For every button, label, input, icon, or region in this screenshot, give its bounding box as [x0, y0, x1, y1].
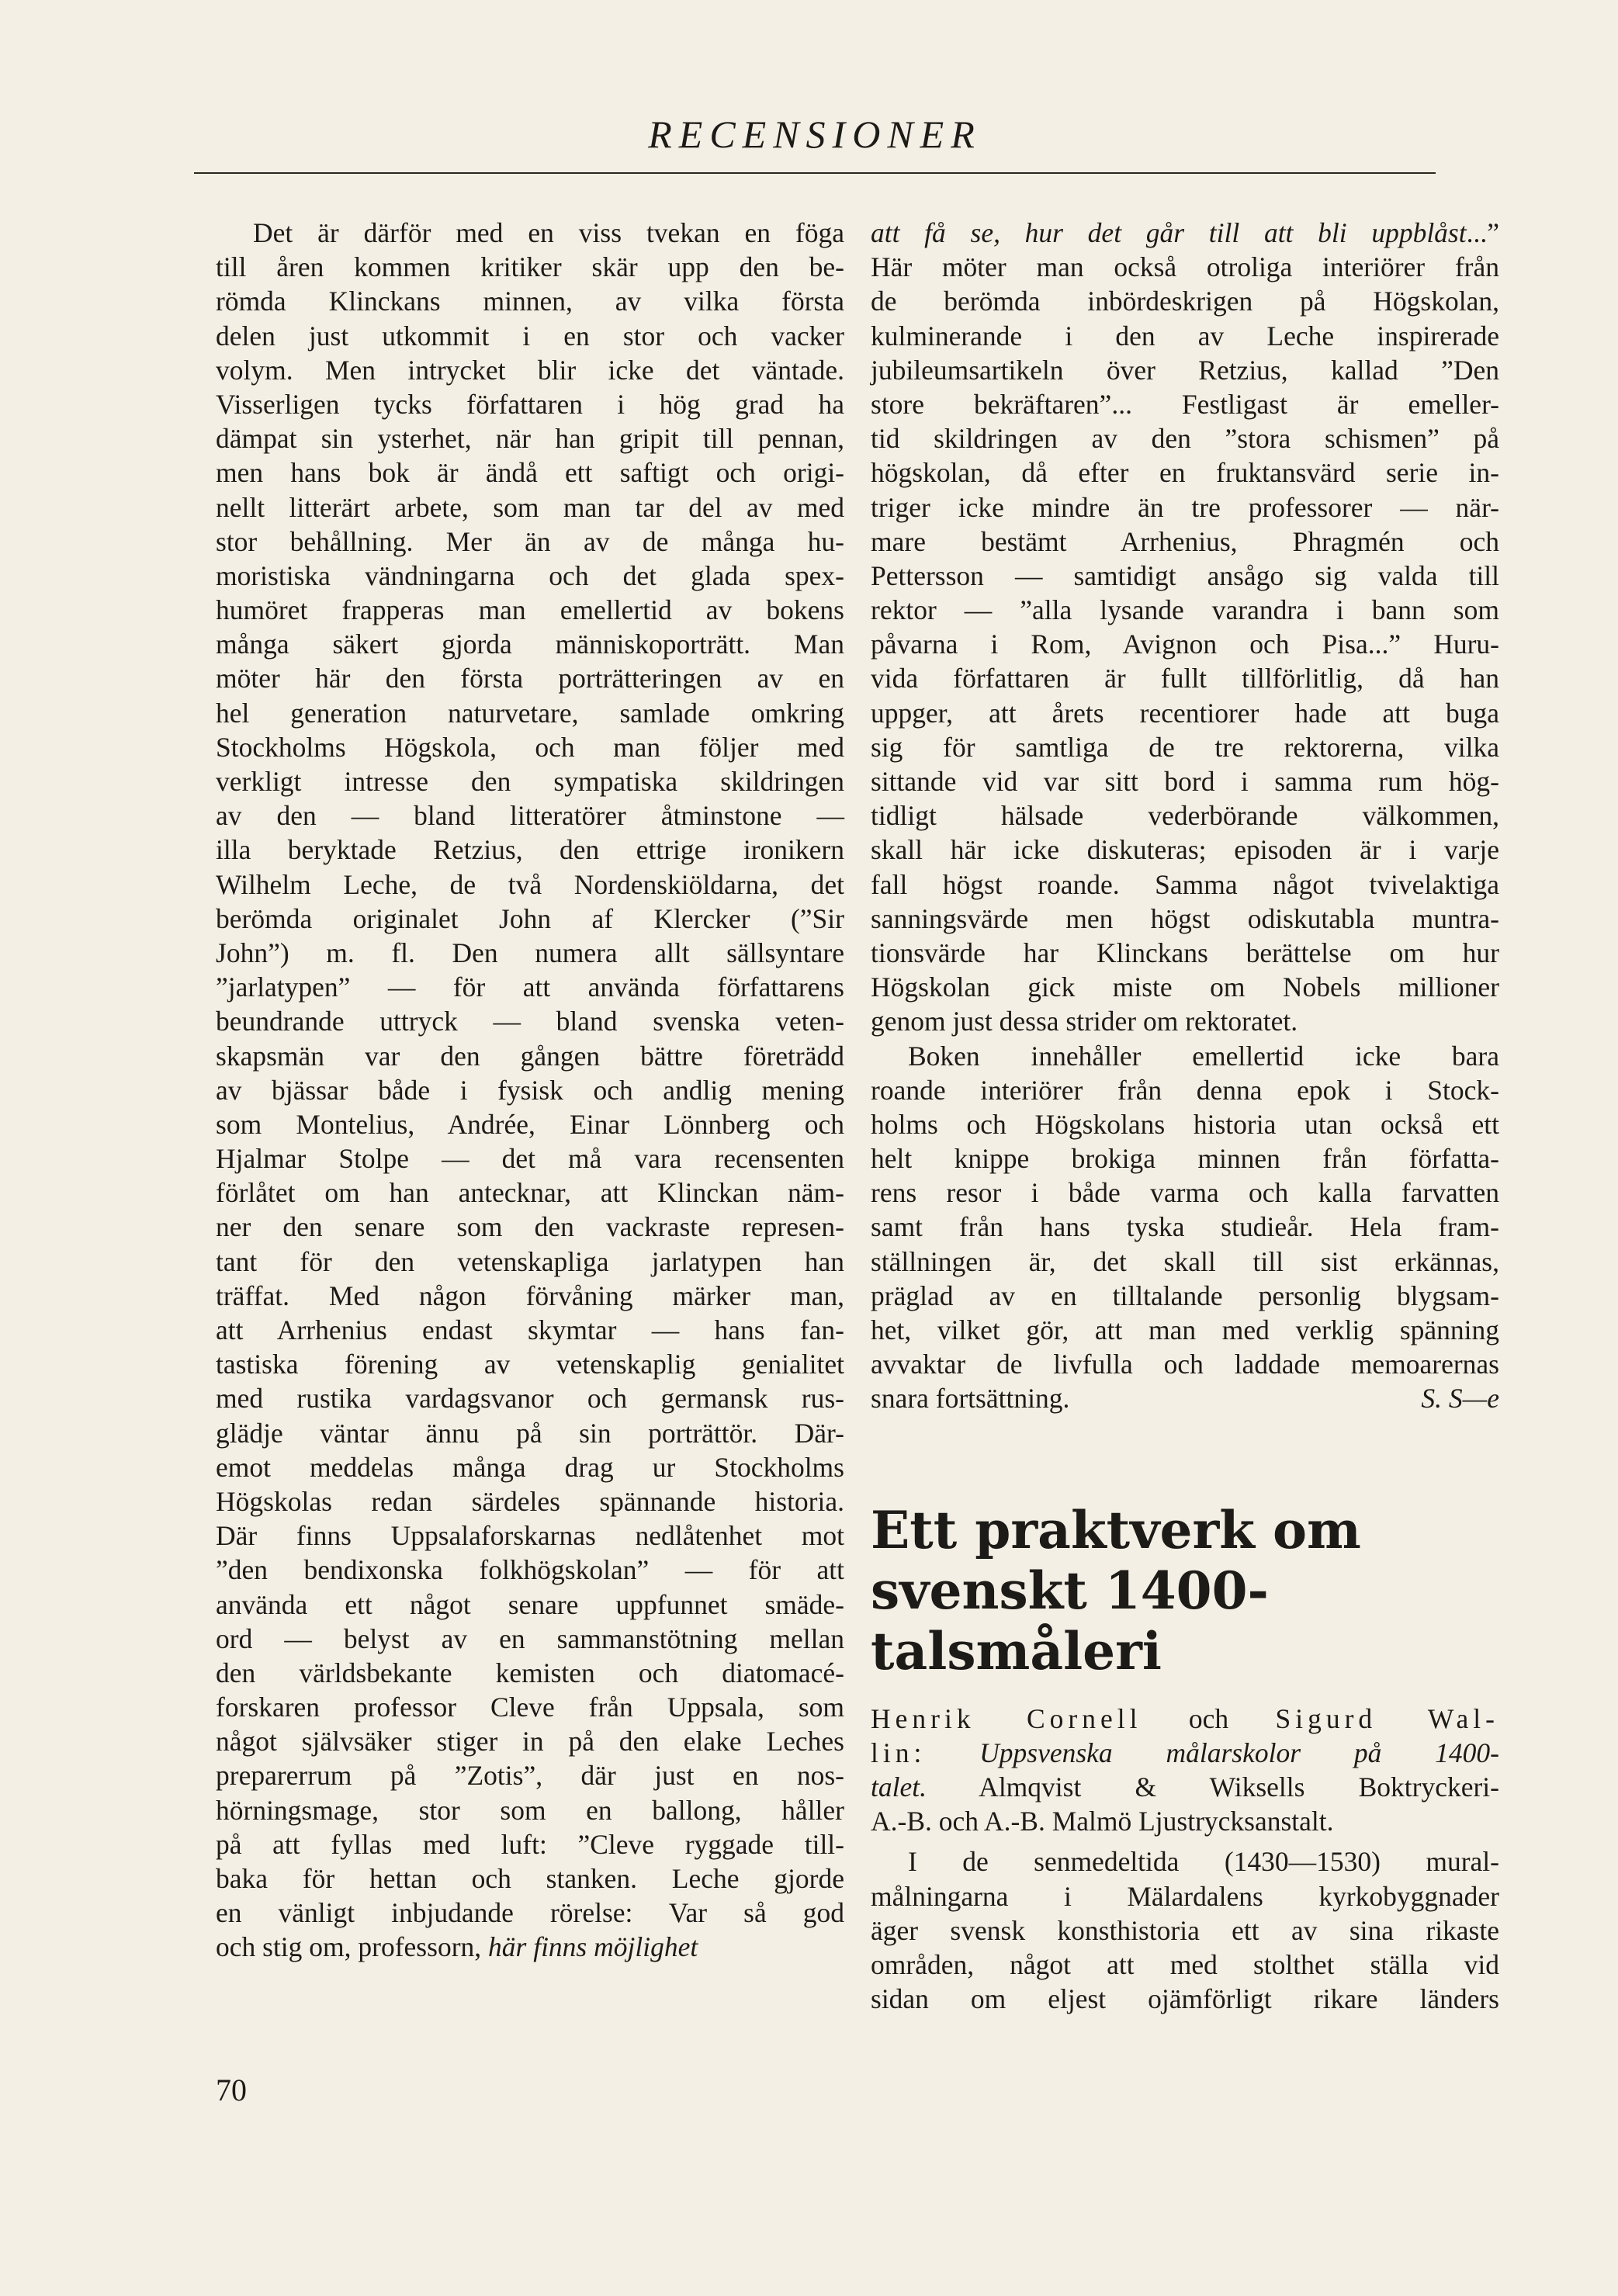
text-line: Högskolas redan särdeles spännande historia.: [216, 1485, 844, 1517]
text-line: nellt litterärt arbete, som man tar del av med: [216, 491, 844, 523]
text-line: Visserligen tycks författaren i hög grad ha: [216, 388, 844, 420]
author-name: Sigurd Wal-: [1275, 1702, 1499, 1734]
author-name: lin:: [871, 1737, 927, 1768]
right-column-first-line: [871, 216, 1499, 250]
text-line: Det är därför med en viss tvekan en föga: [253, 217, 844, 248]
text-line: emot meddelas många drag ur Stockholms: [216, 1451, 844, 1483]
text-line: volym. Men intrycket blir icke det väntade.: [216, 354, 844, 386]
text-line: ner den senare som den vackraste represen-: [216, 1211, 844, 1243]
bibliography-line: [871, 1702, 1499, 1736]
section-heading-line: svenskt 1400-: [871, 1560, 1269, 1621]
italic-run: att få se, hur det går till att bli uppblåst: [871, 217, 1467, 248]
text-line: glädje väntar ännu på sin porträttör. Där-: [216, 1417, 844, 1449]
author-name: Henrik Cornell: [871, 1702, 1142, 1734]
text-line: målningarna i Mälardalens kyrkobyggnader: [871, 1880, 1499, 1912]
right-column-paragraph-2: [871, 1039, 1499, 1382]
text-line: triger icke mindre än tre professorer — när-: [871, 491, 1499, 523]
page-number: 70: [216, 2073, 247, 2107]
text-line: ställningen är, det skall till sist erkännas,: [871, 1245, 1499, 1277]
text-line: het, vilket gör, att man med verklig spänning: [871, 1314, 1499, 1345]
left-column: [216, 216, 844, 1965]
text-line: av bjässar både i fysisk och andlig mening: [216, 1074, 844, 1106]
bibliography-line: [871, 1770, 1499, 1804]
right-column: [871, 216, 1499, 2016]
text-line: illa beryktade Retzius, den ettrige ironikern: [216, 834, 844, 866]
text-line: kulminerande i den av Leche inspirerade: [871, 320, 1499, 351]
section-heading-line: Ett praktverk om: [871, 1499, 1361, 1560]
spacer: [871, 1416, 1499, 1500]
text-line: möter här den första porträtteringen av en: [216, 663, 844, 694]
left-column-text: [216, 216, 844, 1930]
text-line: en vänligt inbjudande rörelse: Var så god: [216, 1897, 844, 1929]
book-title: talet.: [871, 1771, 927, 1803]
text-line: de berömda inbördeskrigen på Högskolan,: [871, 286, 1499, 317]
text-line: tionsvärde har Klinckans berättelse om hur: [871, 937, 1499, 968]
review-body: [871, 1844, 1499, 2016]
text-run: ...”: [1466, 217, 1499, 248]
text-line: verkligt intresse den sympatiska skildringen: [216, 766, 844, 797]
text-run: och stig om, professorn,: [216, 1931, 489, 1963]
text-line: men hans bok är ändå ett saftigt och origi-: [216, 457, 844, 489]
text-line: som Montelius, Andrée, Einar Lönnberg och: [216, 1108, 844, 1140]
text-line: baka för hettan och stanken. Leche gjorde: [216, 1863, 844, 1894]
text-line: Stockholms Högskola, och man följer med: [216, 731, 844, 763]
text-line: skapsmän var den gången bättre företrädd: [216, 1040, 844, 1072]
text-line: tid skildringen av den ”stora schismen” på: [871, 423, 1499, 455]
text-line: stor behållning. Mer än av de många hu-: [216, 525, 844, 557]
text-line: sanningsvärde men högst odiskutabla muntra-: [871, 902, 1499, 934]
text-line: äger svensk konsthistoria ett av sina rikaste: [871, 1914, 1499, 1946]
text-line: sidan om eljest ojämförligt rikare länders: [871, 1983, 1499, 2015]
right-column-paragraph-1: [871, 250, 1499, 1038]
text-line: forskaren professor Cleve från Uppsala, som: [216, 1692, 844, 1723]
text-line: rektor — ”alla lysande varandra i bann som: [871, 594, 1499, 626]
reviewer-signature: S. S—e: [1421, 1383, 1499, 1415]
text-line: moristiska vändningarna och det glada spex-: [216, 559, 844, 591]
text-line: avvaktar de livfulla och laddade memoarernas: [871, 1349, 1499, 1380]
text-line: beundrande uttryck — bland svenska veten-: [216, 1006, 844, 1037]
text-line: jubileumsartikeln över Retzius, kallad ”Den: [871, 354, 1499, 386]
text-run: och: [1142, 1702, 1276, 1734]
book-title: Uppsvenska målarskolor på 1400-: [926, 1737, 1499, 1768]
text-line: Där finns Uppsalaforskarnas nedlåtenhet mot: [216, 1520, 844, 1552]
text-line: till åren kommen kritiker skär upp den be-: [216, 251, 844, 283]
text-line: genom just dessa strider om rektoratet.: [871, 1006, 1298, 1037]
text-line: preparerrum på ”Zotis”, där just en nos-: [216, 1760, 844, 1792]
left-column-last-line: [216, 1930, 844, 1964]
text-line: tidligt hälsade vederbörande välkommen,: [871, 800, 1499, 832]
text-line: berömda originalet John af Klercker (”Sir: [216, 902, 844, 934]
text-line: präglad av en tilltalande personlig blygsam-: [871, 1280, 1499, 1311]
text-line: delen just utkommit i en stor och vacker: [216, 320, 844, 351]
running-head: RECENSIONER: [648, 113, 982, 156]
section-heading: [871, 1500, 1499, 1681]
text-line: roande interiörer från denna epok i Stock-: [871, 1074, 1499, 1106]
text-line: I de senmedeltida (1430—1530) mural-: [908, 1846, 1499, 1878]
publisher: Almqvist & Wiksells Boktryckeri-: [926, 1771, 1499, 1803]
text-line: fall högst roande. Samma något tvivelaktiga: [871, 868, 1499, 900]
text-line: träffat. Med någon förvåning märker man,: [216, 1280, 844, 1311]
text-line: samt från hans tyska studieår. Hela fram-: [871, 1211, 1499, 1243]
italic-run: här finns möjlighet: [488, 1931, 698, 1963]
text-line: av den — bland litteratörer åtminstone —: [216, 800, 844, 832]
text-line: förlåtet om han antecknar, att Klinckan näm-: [216, 1177, 844, 1209]
header-rule: [194, 172, 1436, 174]
text-line: ord — belyst av en sammanstötning mellan: [216, 1622, 844, 1654]
text-line: många säkert gjorda människoporträtt. Man: [216, 629, 844, 660]
text-line: Här möter man också otroliga interiörer från: [871, 251, 1499, 283]
text-line: skall här icke diskuteras; episoden är i varje: [871, 834, 1499, 866]
text-line: högskolan, då efter en fruktansvärd serie in-: [871, 457, 1499, 489]
text-line: Boken innehåller emellertid icke bara: [908, 1040, 1499, 1072]
text-line: rens resor i både varma och kalla farvatten: [871, 1177, 1499, 1209]
text-line: römda Klinckans minnen, av vilka första: [216, 286, 844, 317]
text-line: dämpat sin ysterhet, när han gripit till pennan,: [216, 423, 844, 455]
closing-line: [871, 1381, 1499, 1415]
text-line: hörningsmage, stor som en ballong, håller: [216, 1794, 844, 1826]
text-line: mare bestämt Arrhenius, Phragmén och: [871, 525, 1499, 557]
text-line: på att fyllas med luft: ”Cleve ryggade till-: [216, 1828, 844, 1860]
text-line: humöret frapperas man emellertid av bokens: [216, 594, 844, 626]
text-line: tant för den vetenskapliga jarlatypen han: [216, 1245, 844, 1277]
text-line: påvarna i Rom, Avignon och Pisa...” Huru-: [871, 629, 1499, 660]
text-line: något självsäker stiger in på den elake Leches: [216, 1726, 844, 1757]
text-line: John”) m. fl. Den numera allt sällsyntare: [216, 937, 844, 968]
bibliography-line: [871, 1736, 1499, 1770]
text-line: Högskolan gick miste om Nobels millioner: [871, 971, 1499, 1003]
closing-text: snara fortsättning.: [871, 1383, 1070, 1415]
text-line: sittande vid var sitt bord i samma rum hög-: [871, 766, 1499, 797]
text-line: Hjalmar Stolpe — det må vara recensenten: [216, 1143, 844, 1175]
text-line: den världsbekante kemisten och diatomacé-: [216, 1657, 844, 1688]
spacer: [871, 1681, 1499, 1702]
text-line: Pettersson — samtidigt ansågo sig valda till: [871, 559, 1499, 591]
text-line: Wilhelm Leche, de två Nordenskiöldarna, det: [216, 868, 844, 900]
text-line: sig för samtliga de tre rektorerna, vilka: [871, 731, 1499, 763]
text-line: ”jarlatypen” — för att använda författarens: [216, 971, 844, 1003]
text-line: holms och Högskolans historia utan också ett: [871, 1108, 1499, 1140]
text-line: helt knippe brokiga minnen från författa-: [871, 1143, 1499, 1175]
bibliography-line: A.-B. och A.-B. Malmö Ljustrycksanstalt.: [871, 1806, 1334, 1837]
text-line: uppger, att årets recentiorer hade att buga: [871, 697, 1499, 729]
text-line: store bekräftaren”... Festligast är emeller-: [871, 388, 1499, 420]
text-line: använda ett något senare uppfunnet smäde-: [216, 1588, 844, 1620]
text-line: att Arrhenius endast skymtar — hans fan-: [216, 1314, 844, 1345]
text-line: med rustika vardagsvanor och germansk rus-: [216, 1383, 844, 1415]
section-heading-line: talsmåleri: [871, 1620, 1162, 1681]
text-line: områden, något att med stolthet ställa vid: [871, 1948, 1499, 1980]
text-line: vida författaren är fullt tillförlitlig, då han: [871, 663, 1499, 694]
text-line: ”den bendixonska folkhögskolan” — för att: [216, 1554, 844, 1586]
text-line: hel generation naturvetare, samlade omkring: [216, 697, 844, 729]
text-line: tastiska förening av vetenskaplig genialitet: [216, 1349, 844, 1380]
